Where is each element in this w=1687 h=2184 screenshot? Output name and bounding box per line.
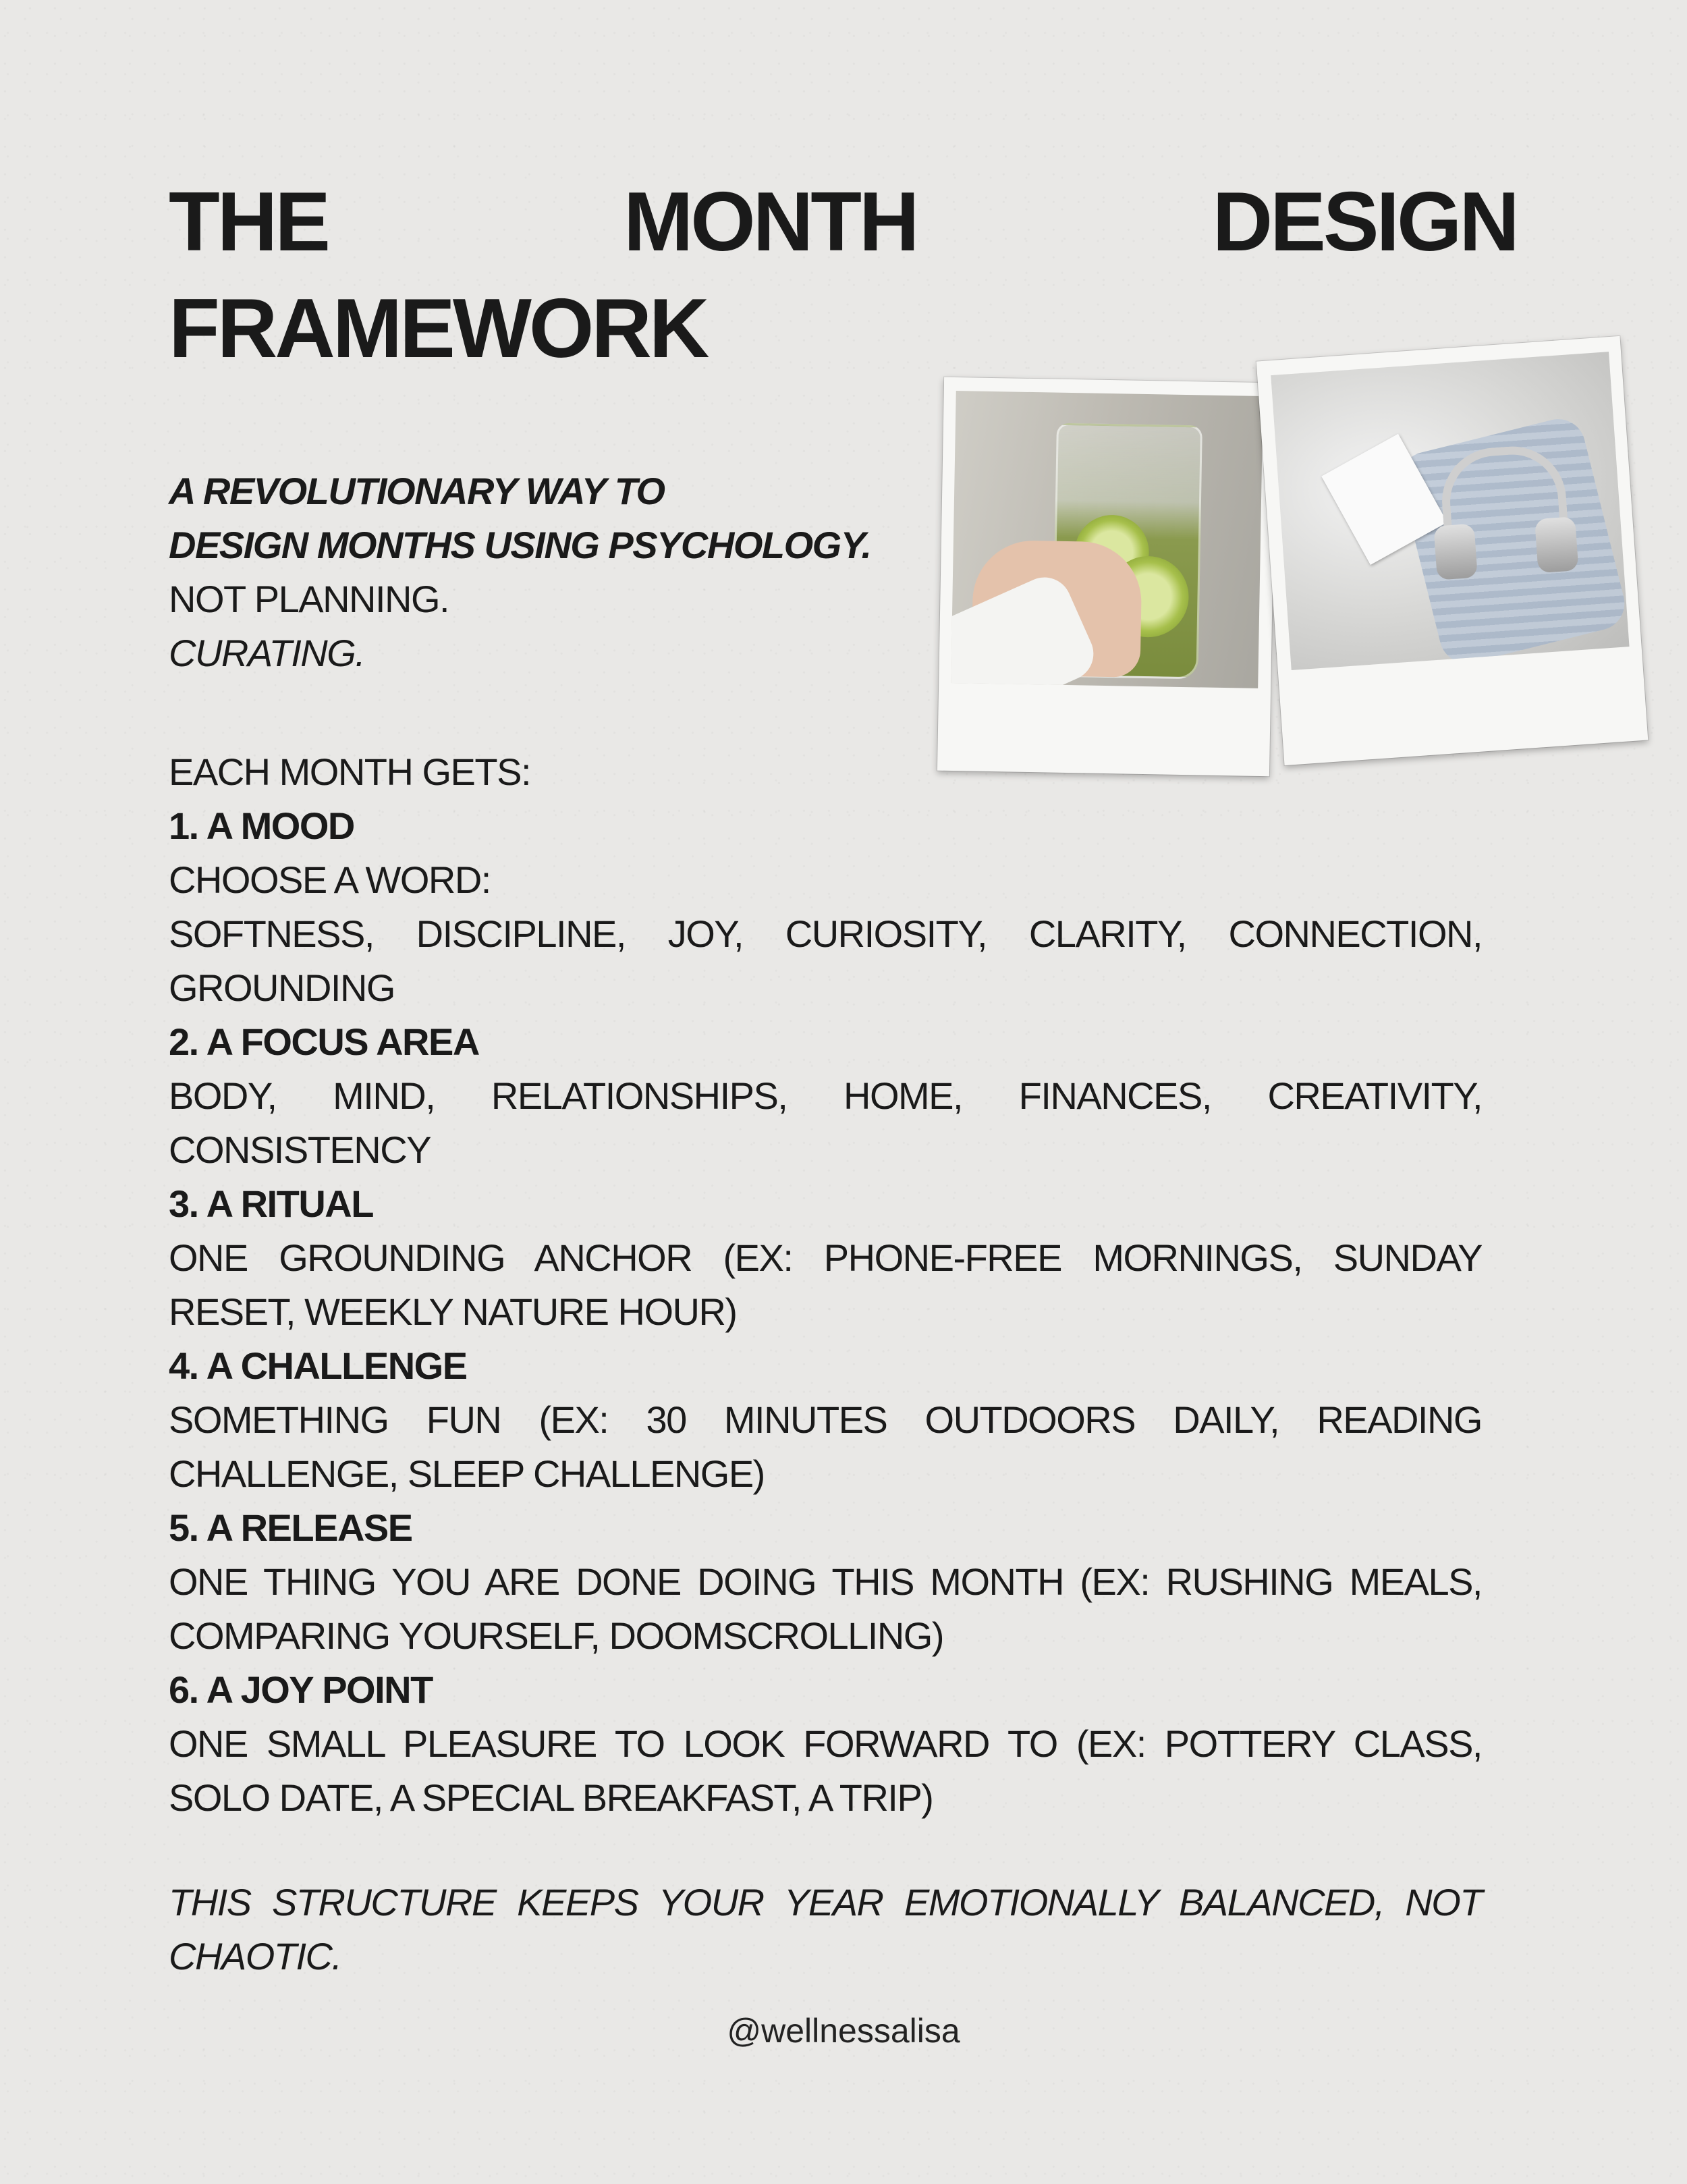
bedsheets-photo (1271, 352, 1629, 670)
ear-cup-shape (1534, 516, 1578, 573)
section-body: ONE SMALL PLEASURE TO LOOK FORWARD TO (EX: POTTERY CLASS, SOLO DATE, A SPECIAL BREAKFAST, A TRIP) (169, 1722, 1482, 1819)
section-body: ONE GROUNDING ANCHOR (EX: PHONE-FREE MORNINGS, SUNDAY RESET, WEEKLY NATURE HOUR) (169, 1236, 1482, 1333)
each-month-label: EACH MONTH GETS: (169, 750, 531, 793)
polaroid-photo-bed (1256, 336, 1649, 765)
polaroid-photo-drink (937, 377, 1276, 776)
framework-list (169, 745, 1482, 1825)
intro-line-4: CURATING. (169, 632, 365, 674)
title-word-design: DESIGN (1212, 175, 1517, 269)
section-body: BODY, MIND, RELATIONSHIPS, HOME, FINANCES, CREATIVITY, CONSISTENCY (169, 1074, 1482, 1171)
intro-line-1: A REVOLUTIONARY WAY TO (169, 470, 665, 512)
section-body: SOFTNESS, DISCIPLINE, JOY, CURIOSITY, CLARITY, CONNECTION, GROUNDING (169, 912, 1482, 1009)
title-word-month: MONTH (623, 175, 917, 269)
page-title (169, 169, 1517, 382)
lime-water-photo (951, 391, 1263, 688)
section-body: SOMETHING FUN (EX: 30 MINUTES OUTDOORS DAILY, READING CHALLENGE, SLEEP CHALLENGE) (169, 1398, 1482, 1495)
author-handle: @wellnessalisa (727, 2012, 960, 2050)
section-heading: 4. A CHALLENGE (169, 1344, 467, 1387)
section-heading: 2. A FOCUS AREA (169, 1020, 479, 1063)
section-body: ONE THING YOU ARE DONE DOING THIS MONTH (EX: RUSHING MEALS, COMPARING YOURSELF, DOOMSCROLLING) (169, 1560, 1482, 1657)
intro-line-2: DESIGN MONTHS USING PSYCHOLOGY. (169, 524, 871, 566)
section-heading: 3. A RITUAL (169, 1182, 373, 1225)
intro (169, 464, 945, 680)
title-word-the: THE (169, 175, 328, 269)
section-heading: 1. A MOOD (169, 804, 354, 847)
section-lead: CHOOSE A WORD: (169, 858, 491, 901)
closing-statement: THIS STRUCTURE KEEPS YOUR YEAR EMOTIONALLY BALANCED, NOT CHAOTIC. (169, 1881, 1482, 1977)
section-heading: 6. A JOY POINT (169, 1668, 433, 1711)
intro-line-3: NOT PLANNING. (169, 578, 449, 620)
section-heading: 5. A RELEASE (169, 1506, 412, 1549)
title-line-2: FRAMEWORK (169, 282, 707, 375)
ear-cup-shape (1433, 524, 1477, 580)
